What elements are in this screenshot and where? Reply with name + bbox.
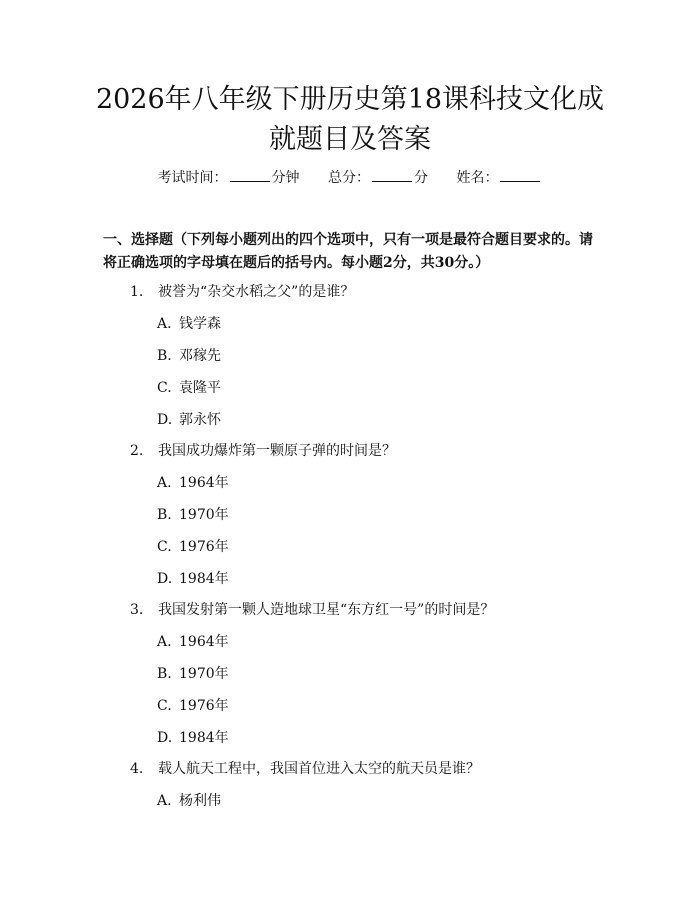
option-letter: A. <box>157 475 172 491</box>
option-letter: D. <box>157 730 173 746</box>
option-text: 1984年 <box>179 571 229 587</box>
question-1-option-c <box>157 378 557 398</box>
question-1-option-b <box>157 346 557 366</box>
question-2-option-b <box>157 505 557 525</box>
student-name-label: 姓名： <box>456 170 499 186</box>
question-text: 载人航天工程中，我国首位进入太空的航天员是谁？ <box>158 761 480 777</box>
option-text: 邓稼先 <box>179 348 221 364</box>
exam-time-label: 考试时间： <box>157 170 228 186</box>
question-number: 1. <box>130 284 144 300</box>
question-4 <box>130 759 610 779</box>
question-1-option-a <box>157 314 557 334</box>
option-letter: B. <box>157 666 172 682</box>
option-letter: D. <box>157 412 173 428</box>
question-text: 我国发射第一颗人造地球卫星“东方红一号”的时间是？ <box>158 602 495 618</box>
question-text: 被誉为“杂交水稻之父”的是谁？ <box>158 284 355 300</box>
option-text: 钱学森 <box>179 316 221 332</box>
question-1 <box>130 282 610 302</box>
question-number: 2. <box>130 443 144 459</box>
total-score-unit: 分 <box>414 170 428 186</box>
title-line-1: 2026年八年级下册历史第18课科技文化成 <box>95 84 605 115</box>
question-3-option-d <box>157 728 557 748</box>
total-score-blank <box>372 168 412 182</box>
option-text: 1970年 <box>179 507 229 523</box>
option-text: 1964年 <box>179 634 229 650</box>
student-name-field <box>456 168 542 188</box>
option-letter: B. <box>157 348 172 364</box>
total-score-label: 总分： <box>328 170 370 186</box>
option-text: 杨利伟 <box>179 793 221 809</box>
exam-time-field <box>158 168 300 188</box>
question-2-option-c <box>157 537 557 557</box>
option-letter: C. <box>157 698 172 714</box>
option-letter: C. <box>157 380 172 396</box>
total-score-field <box>328 168 428 188</box>
page-title <box>60 80 640 160</box>
question-number: 3. <box>130 602 144 618</box>
question-4-option-a <box>157 791 557 811</box>
option-letter: A. <box>157 316 172 332</box>
option-letter: D. <box>157 571 173 587</box>
title-line-2: 就题目及答案 <box>269 124 431 155</box>
question-2-option-d <box>157 569 557 589</box>
option-letter: A. <box>157 634 172 650</box>
student-name-blank <box>500 168 540 182</box>
question-3-option-b <box>157 664 557 684</box>
option-text: 袁隆平 <box>179 380 221 396</box>
question-text: 我国成功爆炸第一颗原子弹的时间是？ <box>158 443 396 459</box>
exam-time-blank <box>230 168 270 182</box>
option-text: 1976年 <box>179 539 229 555</box>
question-3 <box>130 600 610 620</box>
exam-time-unit: 分钟 <box>271 170 300 186</box>
question-3-option-a <box>157 632 557 652</box>
question-1-option-d <box>157 410 557 430</box>
option-text: 1984年 <box>179 730 229 746</box>
section-heading: 一、选择题（下列每小题列出的四个选项中，只有一项是最符合题目要求的。请将正确选项的字母填在题后的括号内。每小题2分，共30分。） <box>103 232 593 271</box>
option-text: 1964年 <box>179 475 229 491</box>
option-letter: B. <box>157 507 172 523</box>
option-text: 郭永怀 <box>179 412 221 428</box>
exam-meta-line <box>0 168 700 188</box>
option-text: 1970年 <box>179 666 229 682</box>
option-letter: A. <box>157 793 172 809</box>
option-letter: C. <box>157 539 172 555</box>
option-text: 1976年 <box>179 698 229 714</box>
question-number: 4. <box>130 761 144 777</box>
question-3-option-c <box>157 696 557 716</box>
question-2-option-a <box>157 473 557 493</box>
question-2 <box>130 441 610 461</box>
